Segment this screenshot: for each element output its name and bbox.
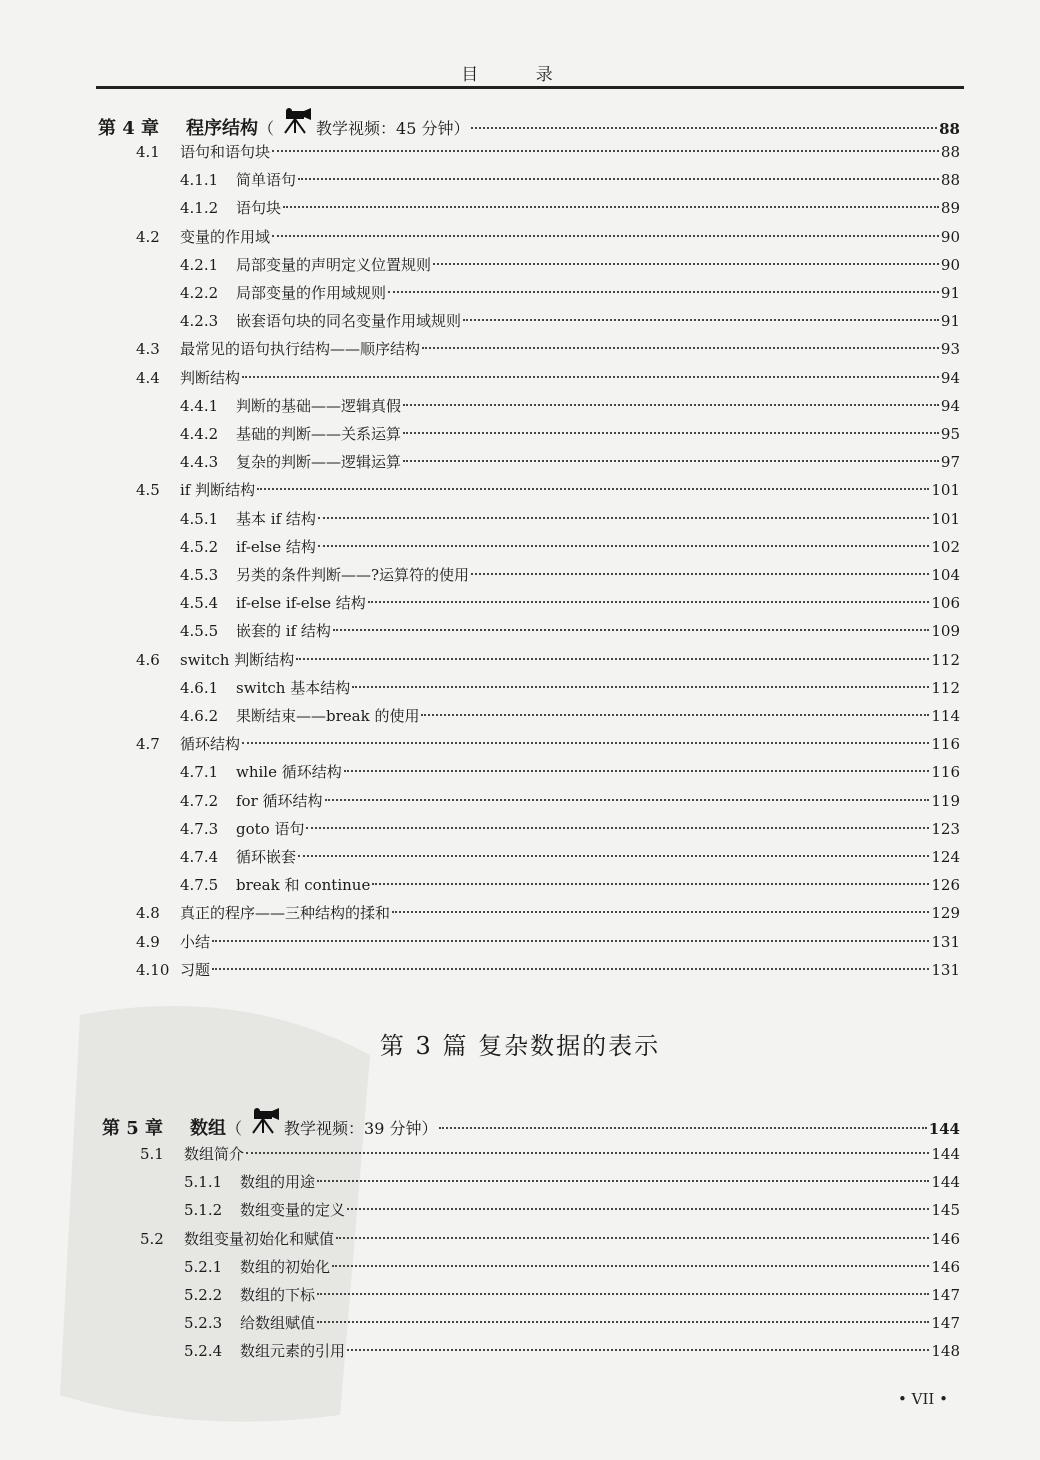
dot-leader <box>212 940 929 942</box>
page-number: 147 <box>931 1286 960 1304</box>
dot-leader <box>318 517 929 519</box>
chapter-title: 数组 <box>190 1118 226 1139</box>
video-duration: 教学视频：45 分钟 <box>316 119 454 138</box>
section-number: 4.10 <box>136 960 170 979</box>
section-number: 4.5.3 <box>180 566 219 584</box>
page-number: 147 <box>931 1314 960 1333</box>
movie-camera-icon <box>246 1108 280 1134</box>
section-title: 小结 <box>180 932 211 951</box>
page-number: 124 <box>931 848 960 866</box>
toc-entry[interactable] <box>180 507 960 531</box>
dot-leader <box>296 658 929 660</box>
page-number: 129 <box>931 904 960 923</box>
toc-entry[interactable] <box>136 958 960 982</box>
section-number: 4.7.1 <box>180 763 219 782</box>
page-number: 101 <box>931 481 960 500</box>
page-number: 131 <box>931 960 960 979</box>
toc-entry[interactable] <box>180 873 960 897</box>
chapter-5-heading[interactable] <box>102 1108 960 1139</box>
page-number: 88 <box>940 143 960 161</box>
dot-leader <box>317 1321 929 1323</box>
toc-entry[interactable] <box>180 817 960 841</box>
section-number: 5.2.4 <box>184 1342 223 1361</box>
toc-entry[interactable] <box>180 394 960 418</box>
dot-leader <box>403 460 939 462</box>
section-title: if 判断结构 <box>180 481 256 500</box>
section-title: 给数组赋值 <box>240 1314 316 1333</box>
toc-entry[interactable] <box>136 901 960 925</box>
dot-leader <box>246 1152 929 1154</box>
dot-leader <box>388 291 939 293</box>
page-number: 116 <box>931 763 960 782</box>
section-number: 4.4.1 <box>180 396 219 415</box>
page-number: 144 <box>931 1145 960 1163</box>
section-number: 4.4.2 <box>180 425 219 443</box>
toc-entry[interactable] <box>180 619 960 643</box>
paren-open: （ <box>258 119 275 138</box>
section-title: 真正的程序——三种结构的揉和 <box>180 904 391 923</box>
section-title: 果断结束——break 的使用 <box>236 707 420 725</box>
section-number: 4.6 <box>136 650 160 669</box>
section-number: 4.2.1 <box>180 255 219 274</box>
section-number: 5.1.2 <box>184 1201 223 1220</box>
dot-leader <box>344 770 930 772</box>
section-number: 4.5.4 <box>180 594 219 613</box>
page-number: 112 <box>931 650 960 669</box>
section-number: 4.6.1 <box>180 678 219 697</box>
chapter-label: 第 5 章 <box>102 1118 164 1139</box>
paren-close: ） <box>421 1119 438 1138</box>
toc-entry[interactable] <box>184 1255 960 1279</box>
page-number: 90 <box>940 255 960 274</box>
toc-entry[interactable] <box>180 789 960 813</box>
toc-entry[interactable] <box>184 1283 960 1307</box>
page-number: 88 <box>940 171 960 190</box>
dot-leader <box>471 127 937 129</box>
toc-entry[interactable] <box>136 366 960 390</box>
dot-leader <box>317 1180 929 1182</box>
page-folio: • VII • <box>898 1390 948 1408</box>
dot-leader <box>257 488 929 490</box>
paren-close: ） <box>453 119 470 138</box>
page-number: 144 <box>931 1173 960 1192</box>
page-number: 94 <box>940 396 960 415</box>
section-title: 最常见的语句执行结构——顺序结构 <box>180 340 421 359</box>
section-number: 5.1 <box>140 1145 164 1163</box>
section-number: 4.5.5 <box>180 622 219 641</box>
chapter-4-heading[interactable] <box>98 108 960 139</box>
section-title: 局部变量的声明定义位置规则 <box>236 255 432 274</box>
dot-leader <box>272 235 939 237</box>
page-number: 131 <box>931 932 960 951</box>
page-number: 148 <box>931 1342 960 1361</box>
toc-entry[interactable] <box>184 1311 960 1335</box>
section-number: 4.8 <box>136 904 160 923</box>
page-number: 114 <box>931 707 960 725</box>
dot-leader <box>439 1127 926 1129</box>
page-number: 116 <box>931 735 960 754</box>
dot-leader <box>392 911 929 913</box>
toc-entry[interactable] <box>140 1142 960 1166</box>
toc-entry[interactable] <box>184 1339 960 1363</box>
toc-entry[interactable] <box>180 676 960 700</box>
section-number: 5.2.3 <box>184 1314 223 1333</box>
page-number: 126 <box>931 876 960 895</box>
dot-leader <box>306 827 929 829</box>
section-number: 5.2 <box>140 1229 164 1248</box>
page-number: 101 <box>931 509 960 528</box>
dot-leader <box>403 404 939 406</box>
section-number: 4.1 <box>136 143 160 161</box>
header-rule <box>96 86 964 89</box>
section-title: 循环嵌套 <box>236 848 297 866</box>
toc-entry[interactable] <box>180 168 960 192</box>
toc-entry[interactable] <box>180 253 960 277</box>
section-title: 嵌套语句块的同名变量作用域规则 <box>236 312 462 331</box>
section-title: 数组变量初始化和赋值 <box>184 1229 335 1248</box>
section-title: 变量的作用域 <box>180 227 271 246</box>
toc-entry[interactable] <box>140 1227 960 1251</box>
dot-leader <box>242 742 929 744</box>
section-title: 数组的初始化 <box>240 1257 331 1276</box>
toc-entry[interactable] <box>180 845 960 869</box>
page-number: 102 <box>931 537 960 556</box>
toc-entry[interactable] <box>136 930 960 954</box>
video-duration: 教学视频：39 分钟 <box>284 1119 422 1138</box>
section-number: 4.2 <box>136 227 160 246</box>
toc-entry[interactable] <box>180 563 960 587</box>
dot-leader <box>336 1237 929 1239</box>
movie-camera-icon <box>278 108 312 134</box>
dot-leader <box>318 545 929 547</box>
dot-leader <box>272 150 939 152</box>
dot-leader <box>212 968 929 970</box>
dot-leader <box>421 714 929 716</box>
dot-leader <box>372 883 929 885</box>
section-title: 判断结构 <box>180 368 241 387</box>
section-number: 4.3 <box>136 340 160 359</box>
section-title: 语句和语句块 <box>180 143 271 161</box>
section-number: 4.7.4 <box>180 848 219 866</box>
toc-entry[interactable] <box>180 309 960 333</box>
dot-leader <box>283 206 939 208</box>
section-title: 判断的基础——逻辑真假 <box>236 396 402 415</box>
page-number: 97 <box>940 453 960 472</box>
page-number: 90 <box>940 227 960 246</box>
page-number: 146 <box>931 1257 960 1276</box>
toc-entry[interactable] <box>180 535 960 559</box>
section-title: break 和 continue <box>236 876 371 895</box>
chapter-title: 程序结构 <box>186 118 258 139</box>
section-number: 4.5 <box>136 481 160 500</box>
page-number: 144 <box>928 1120 960 1138</box>
page-number: 88 <box>939 120 960 138</box>
dot-leader <box>433 263 939 265</box>
section-number: 4.2.3 <box>180 312 219 331</box>
page-number: 89 <box>940 199 960 218</box>
toc-entry[interactable] <box>136 732 960 756</box>
dot-leader <box>422 347 939 349</box>
section-number: 4.5.1 <box>180 509 219 528</box>
section-title: 局部变量的作用域规则 <box>236 284 387 302</box>
toc-entry[interactable] <box>136 478 960 502</box>
toc-entry[interactable] <box>180 760 960 784</box>
page-number: 104 <box>931 566 960 584</box>
page-number: 91 <box>940 284 960 302</box>
dot-leader <box>347 1208 929 1210</box>
header-title: 目 录 <box>461 65 579 85</box>
section-title: 习题 <box>180 960 211 979</box>
page-number: 146 <box>931 1229 960 1248</box>
paren-open: （ <box>226 1119 243 1138</box>
dot-leader <box>317 1293 929 1295</box>
toc-entry[interactable] <box>184 1198 960 1222</box>
section-number: 5.2.1 <box>184 1257 223 1276</box>
dot-leader <box>242 376 939 378</box>
section-number: 4.7.5 <box>180 876 219 895</box>
dot-leader <box>298 178 939 180</box>
toc-entry[interactable] <box>180 450 960 474</box>
section-title: for 循环结构 <box>236 791 323 810</box>
section-title: if-else 结构 <box>236 537 316 556</box>
page-number: 123 <box>931 819 960 838</box>
dot-leader <box>325 799 930 801</box>
section-title: 数组的用途 <box>240 1173 316 1192</box>
toc-entry[interactable] <box>180 704 960 728</box>
section-number: 4.7.3 <box>180 819 219 838</box>
section-number: 4.1.1 <box>180 171 219 190</box>
section-number: 4.5.2 <box>180 537 219 556</box>
section-number: 4.1.2 <box>180 199 219 218</box>
section-number: 4.4 <box>136 368 160 387</box>
toc-entry[interactable] <box>180 196 960 220</box>
page-number: 94 <box>940 368 960 387</box>
section-number: 5.2.2 <box>184 1286 223 1304</box>
section-number: 4.9 <box>136 932 160 951</box>
dot-leader <box>298 855 929 857</box>
section-title: 嵌套的 if 结构 <box>236 622 331 641</box>
page-number: 112 <box>931 678 960 697</box>
page-number: 93 <box>940 340 960 359</box>
section-title: 语句块 <box>236 199 282 218</box>
section-title: switch 判断结构 <box>180 650 295 669</box>
page-number: 119 <box>931 791 960 810</box>
dot-leader <box>403 432 939 434</box>
section-title: 基本 if 结构 <box>236 509 316 528</box>
page-number: 106 <box>931 594 960 613</box>
section-title: 简单语句 <box>236 171 297 190</box>
toc-entry[interactable] <box>184 1170 960 1194</box>
dot-leader <box>471 573 929 575</box>
dot-leader <box>333 629 929 631</box>
section-title: 数组元素的引用 <box>240 1342 346 1361</box>
dot-leader <box>347 1349 929 1351</box>
section-title: goto 语句 <box>236 819 305 838</box>
dot-leader <box>463 319 939 321</box>
section-number: 4.6.2 <box>180 707 219 725</box>
toc-entry[interactable] <box>136 225 960 249</box>
page-number: 91 <box>940 312 960 331</box>
dot-leader <box>332 1265 929 1267</box>
section-number: 4.4.3 <box>180 453 219 472</box>
section-title: 复杂的判断——逻辑运算 <box>236 453 402 472</box>
toc-entry[interactable] <box>136 337 960 361</box>
page-number: 109 <box>931 622 960 641</box>
dot-leader <box>368 601 930 603</box>
section-number: 4.7 <box>136 735 160 754</box>
toc-entry[interactable] <box>180 281 960 305</box>
dot-leader <box>352 686 929 688</box>
section-title: while 循环结构 <box>236 763 342 782</box>
toc-entry[interactable] <box>136 648 960 672</box>
section-title: if-else if-else 结构 <box>236 594 366 613</box>
toc-entry[interactable] <box>180 422 960 446</box>
section-title: 循环结构 <box>180 735 241 754</box>
section-number: 4.2.2 <box>180 284 219 302</box>
toc-entry[interactable] <box>180 591 960 615</box>
chapter-label: 第 4 章 <box>98 118 160 139</box>
toc-entry[interactable] <box>136 140 960 164</box>
section-title: 另类的条件判断——?运算符的使用 <box>236 566 470 584</box>
page-number: 95 <box>940 425 960 443</box>
section-number: 5.1.1 <box>184 1173 223 1192</box>
section-title: switch 基本结构 <box>236 678 351 697</box>
section-title: 基础的判断——关系运算 <box>236 425 402 443</box>
section-title: 数组变量的定义 <box>240 1201 346 1220</box>
section-number: 4.7.2 <box>180 791 219 810</box>
section-title: 数组简介 <box>184 1145 245 1163</box>
section-title: 数组的下标 <box>240 1286 316 1304</box>
page-number: 145 <box>931 1201 960 1220</box>
part-title: 第 3 篇 复杂数据的表示 <box>379 1032 661 1060</box>
